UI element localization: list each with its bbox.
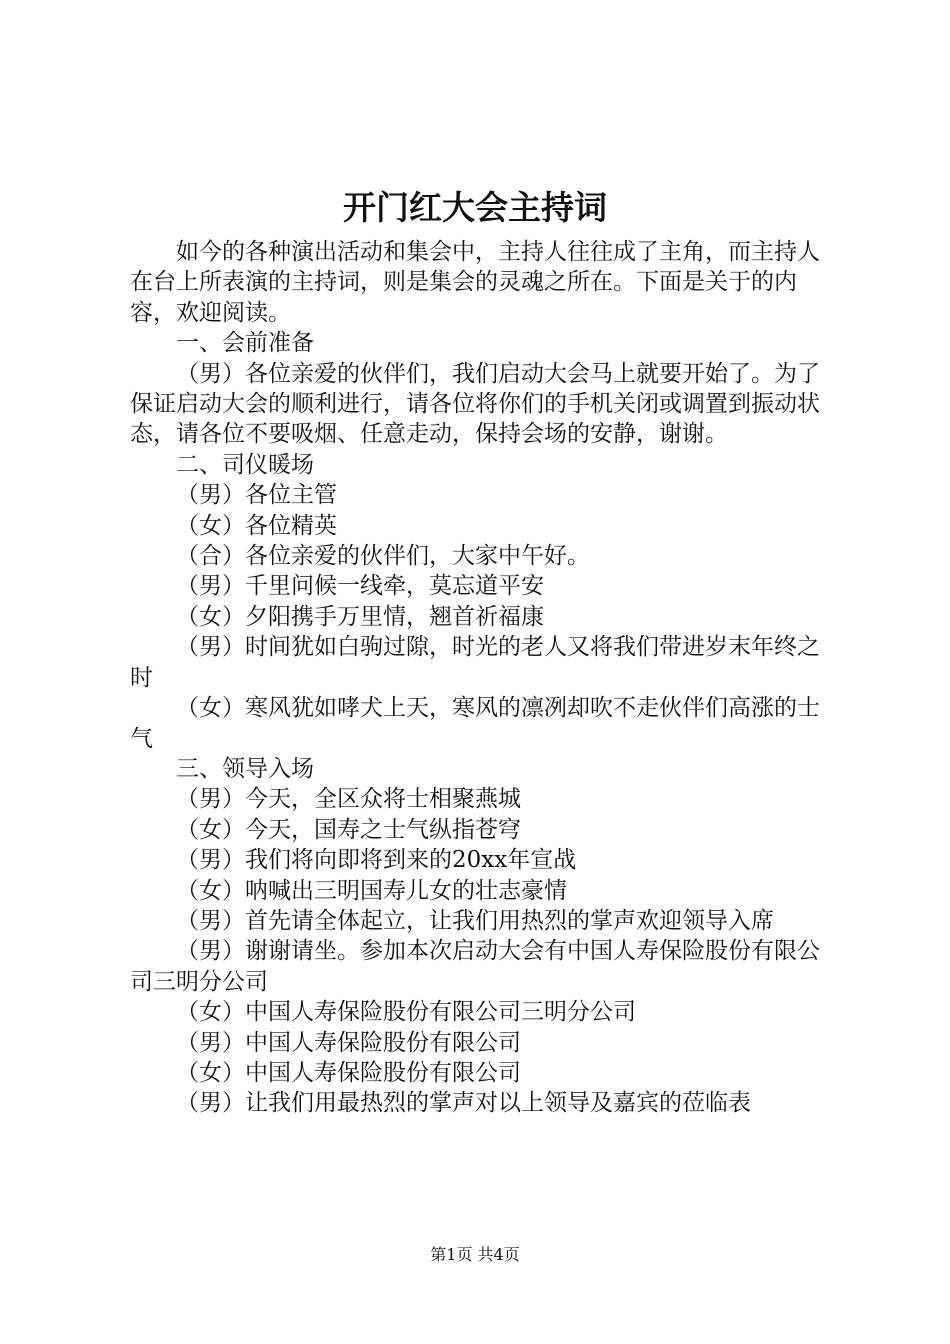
paragraph: （合）各位亲爱的伙伴们，大家中午好。	[176, 543, 590, 570]
paragraph: （男）让我们用最热烈的掌声对以上领导及嘉宾的莅临表	[176, 1090, 751, 1117]
paragraph: 如今的各种演出活动和集会中，主持人往往成了主角，而主持人在台上所表演的主持词，则是集会的灵魂之所在。下面是关于的内容，欢迎阅读。	[130, 239, 820, 326]
document-body	[130, 237, 840, 1119]
paragraph: （男）首先请全体起立，让我们用热烈的掌声欢迎领导入席	[176, 907, 774, 934]
document-title: 开门红大会主持词	[343, 188, 607, 227]
paragraph: （女）中国人寿保险股份有限公司三明分公司	[176, 999, 636, 1026]
section-heading: 二、司仪暖场	[176, 451, 314, 478]
paragraph: （女）今天，国寿之士气纵指苍穹	[176, 816, 521, 843]
page-footer: 第1页 共4页	[430, 1245, 520, 1264]
paragraph: （男）时间犹如白驹过隙，时光的老人又将我们带进岁末年终之时	[130, 634, 820, 691]
paragraph: （女）夕阳携手万里情，翘首祈福康	[176, 603, 544, 630]
paragraph: （男）谢谢请坐。参加本次启动大会有中国人寿保险股份有限公司三明分公司	[130, 938, 820, 995]
section-heading: 一、会前准备	[176, 330, 314, 357]
paragraph: （女）中国人寿保险股份有限公司	[176, 1059, 521, 1086]
paragraph: （女）各位精英	[176, 512, 337, 539]
paragraph: （男）我们将向即将到来的20xx年宣战	[176, 847, 577, 874]
paragraph: （男）各位主管	[176, 482, 337, 509]
paragraph: （女）呐喊出三明国寿儿女的壮志豪情	[176, 877, 567, 904]
section-heading: 三、领导入场	[176, 755, 314, 782]
paragraph: （女）寒风犹如哮犬上天，寒风的凛冽却吹不走伙伴们高涨的士气	[130, 695, 820, 752]
paragraph: （男）千里问候一线牵，莫忘道平安	[176, 573, 544, 600]
paragraph: （男）今天，全区众将士相聚燕城	[176, 786, 521, 813]
paragraph: （男）中国人寿保险股份有限公司	[176, 1029, 521, 1056]
paragraph: （男）各位亲爱的伙伴们，我们启动大会马上就要开始了。为了保证启动大会的顺利进行，请各位将你们的手机关闭或调置到振动状态，请各位不要吸烟、任意走动，保持会场的安静，谢谢。	[130, 360, 820, 448]
